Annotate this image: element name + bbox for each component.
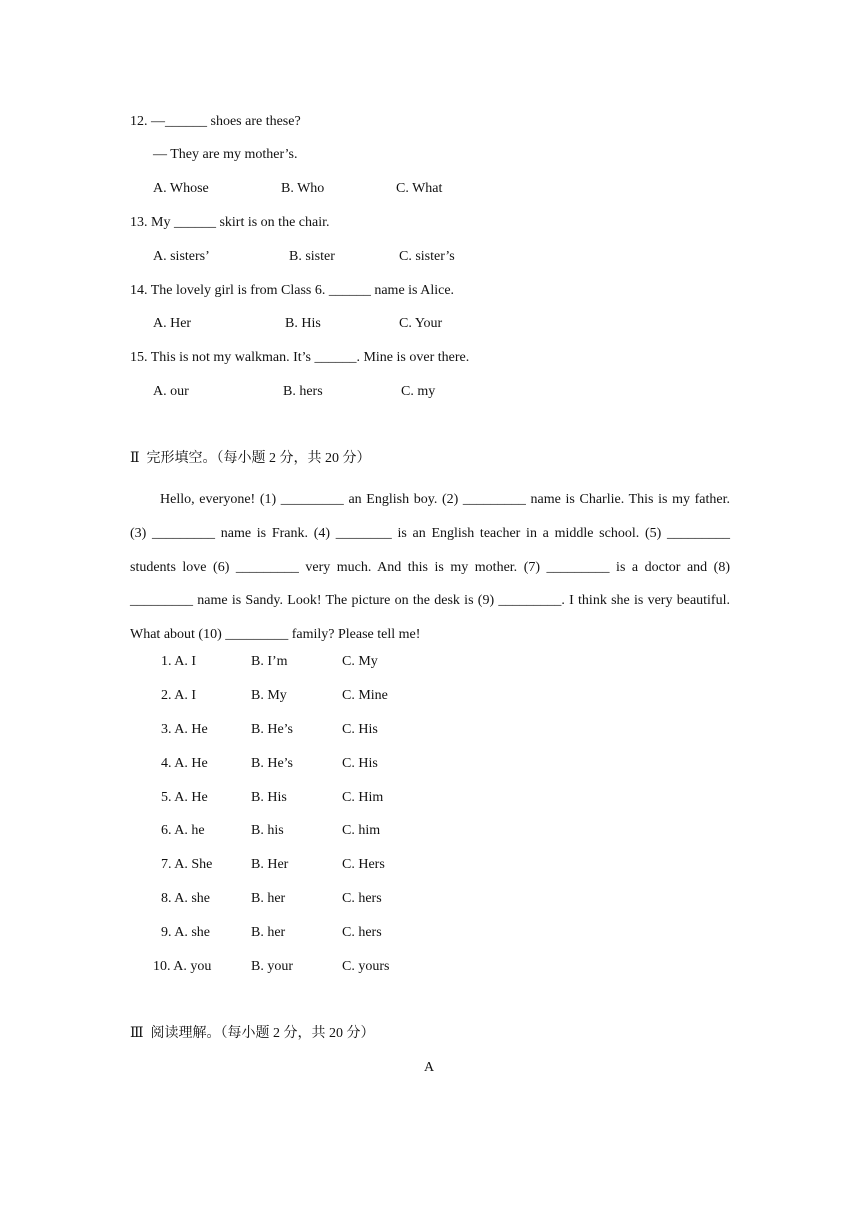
q14-option-a: A. Her: [153, 316, 192, 331]
cloze-item-7-b: B. Her: [251, 857, 289, 872]
q13-option-b: B. sister: [289, 249, 335, 264]
q12-option-b: B. Who: [281, 181, 325, 196]
cloze-item-8-a: 8. A. she: [161, 891, 210, 906]
q13-option-a: A. sisters’: [153, 249, 210, 264]
q15-option-b: B. hers: [283, 384, 323, 399]
section-3-subheading: A: [424, 1060, 435, 1075]
cloze-item-7-a: 7. A. She: [161, 857, 213, 872]
cloze-item-5-c: C. Him: [342, 790, 384, 805]
cloze-item-9-c: C. hers: [342, 925, 382, 940]
cloze-item-2-a: 2. A. I: [161, 688, 196, 703]
cloze-item-5-b: B. His: [251, 790, 287, 805]
cloze-item-10-b: B. your: [251, 959, 293, 974]
cloze-item-5-a: 5. A. He: [161, 790, 208, 805]
cloze-item-8-c: C. hers: [342, 891, 382, 906]
cloze-item-10-a: 10. A. you: [153, 959, 212, 974]
cloze-item-4-a: 4. A. He: [161, 756, 208, 771]
q15-option-c: C. my: [401, 384, 436, 399]
cloze-item-9-a: 9. A. she: [161, 925, 210, 940]
cloze-item-6-a: 6. A. he: [161, 823, 205, 838]
q13-option-c: C. sister’s: [399, 249, 455, 264]
cloze-item-2-b: B. My: [251, 688, 287, 703]
cloze-item-3-c: C. His: [342, 722, 378, 737]
cloze-item-8-b: B. her: [251, 891, 286, 906]
cloze-item-1-c: C. My: [342, 654, 378, 669]
cloze-item-1-b: B. I’m: [251, 654, 288, 669]
section-3-heading: Ⅲ 阅读理解。（每小题 2 分，共 20 分）: [130, 1026, 375, 1041]
cloze-item-3-a: 3. A. He: [161, 722, 208, 737]
cloze-item-4-c: C. His: [342, 756, 378, 771]
question-15: 15. This is not my walkman. It’s ______. Mine is over there.: [130, 350, 470, 365]
cloze-item-6-b: B. his: [251, 823, 284, 838]
cloze-item-9-b: B. her: [251, 925, 286, 940]
cloze-item-7-c: C. Hers: [342, 857, 385, 872]
cloze-passage: Hello, everyone! (1) _________ an English boy. (2) _________ name is Charlie. This is my father. (3) _________ name is Frank. (4) ________ is an English teacher in a middle school. (5) _________ students love (6) _________ very much. And this is my mother. (7) _________ is a doctor and (8) _________ name is Sandy. Look! The picture on the desk is (9) _________. I think she is very beautiful. What about (10) _________ family? Please tell me!: [130, 492, 730, 643]
question-13: 13. My ______ skirt is on the chair.: [130, 215, 330, 230]
question-14: 14. The lovely girl is from Class 6. ______ name is Alice.: [130, 283, 455, 298]
cloze-item-4-b: B. He’s: [251, 756, 293, 771]
q15-option-a: A. our: [153, 384, 189, 399]
q14-option-c: C. Your: [399, 316, 443, 331]
section-2-heading: Ⅱ 完形填空。（每小题 2 分，共 20 分）: [130, 451, 371, 466]
cloze-item-1-a: 1. A. I: [161, 654, 196, 669]
cloze-item-2-c: C. Mine: [342, 688, 388, 703]
q14-option-b: B. His: [285, 316, 321, 331]
q12-option-c: C. What: [396, 181, 443, 196]
cloze-item-6-c: C. him: [342, 823, 381, 838]
question-12-answer-line: — They are my mother’s.: [153, 147, 298, 162]
q12-option-a: A. Whose: [153, 181, 209, 196]
cloze-item-3-b: B. He’s: [251, 722, 293, 737]
cloze-item-10-c: C. yours: [342, 959, 390, 974]
question-12: 12. —______ shoes are these?: [130, 114, 301, 129]
